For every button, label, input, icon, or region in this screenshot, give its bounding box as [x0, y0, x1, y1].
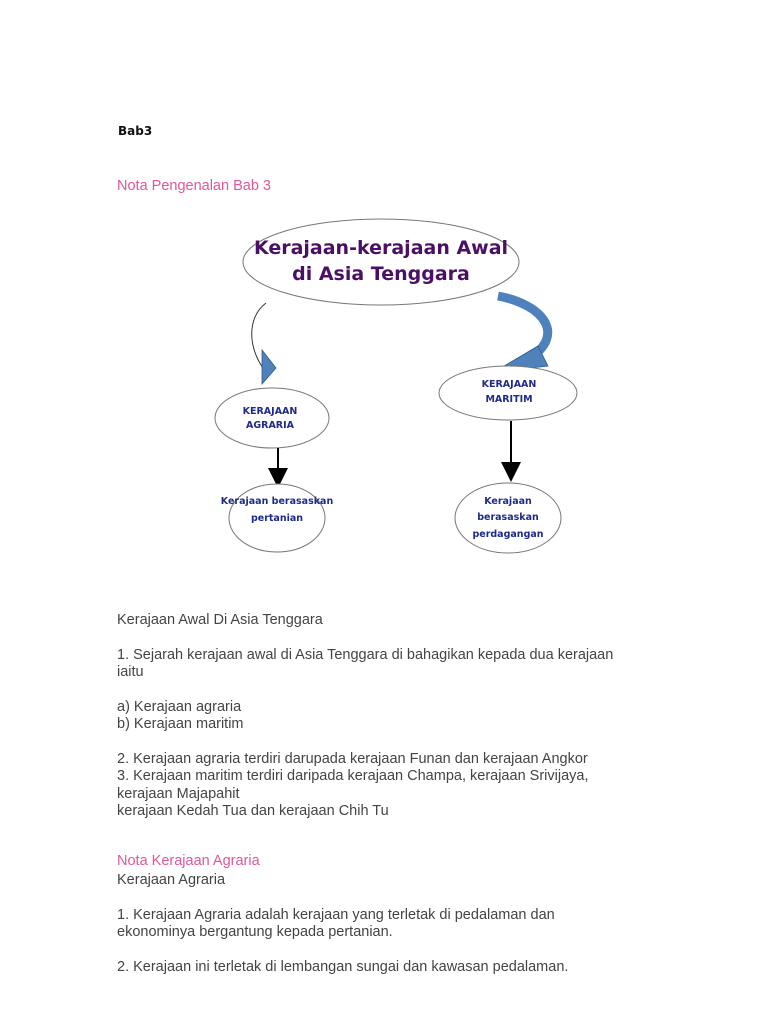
body-line: ekonominya bergantung kepada pertanian.: [117, 924, 393, 940]
body-line: a) Kerajaan agraria: [117, 698, 242, 715]
header-label: Bab3: [118, 124, 153, 138]
maritim-label-line2: MARITIM: [485, 394, 533, 405]
diagram-title-line1: Kerajaan-kerajaan Awal: [253, 237, 509, 259]
body-line: kerajaan Majapahit: [117, 785, 240, 802]
body-line: b) Kerajaan maritim: [117, 716, 244, 732]
maritim-ellipse: [439, 366, 577, 420]
pertanian-label-line1: Kerajaan berasaskan: [220, 496, 334, 507]
body-line: 1. Kerajaan Agraria adalah kerajaan yang terletak di pedalaman dan: [117, 906, 555, 923]
body-line: 1. Sejarah kerajaan awal di Asia Tenggara di bahagikan kepada dua kerajaan: [117, 646, 614, 663]
curved-arrow-left-head: [262, 350, 276, 384]
body-line: Kerajaan Agraria: [117, 872, 226, 888]
agraria-text-block: [117, 872, 677, 976]
body-line: 2. Kerajaan ini terletak di lembangan sungai dan kawasan pedalaman.: [117, 958, 569, 975]
curved-arrow-right: [498, 296, 548, 358]
perdagangan-label-line3: perdagangan: [472, 529, 544, 540]
agraria-ellipse: [215, 388, 329, 448]
body-line: 2. Kerajaan agraria terdiri darupada kerajaan Funan dan kerajaan Angkor: [117, 750, 588, 767]
intro-text-block: [117, 612, 677, 821]
pertanian-label-line2: pertanian: [250, 513, 304, 524]
agraria-label-line1: KERAJAAN: [242, 406, 298, 417]
agraria-label-line2: AGRARIA: [245, 420, 295, 431]
section-heading-pengenalan: Nota Pengenalan Bab 3: [117, 178, 271, 194]
body-line: iaitu: [117, 664, 144, 680]
body-line: 3. Kerajaan maritim terdiri daripada kerajaan Champa, kerajaan Srivijaya,: [117, 768, 589, 784]
maritim-label-line1: KERAJAAN: [481, 379, 537, 390]
perdagangan-label-line1: Kerajaan: [484, 496, 532, 507]
title-ellipse: [243, 219, 519, 305]
body-line: Kerajaan Awal Di Asia Tenggara: [117, 612, 323, 628]
diagram-title-line2: di Asia Tenggara: [292, 263, 470, 285]
section-heading-agraria: Nota Kerajaan Agraria: [117, 853, 260, 869]
perdagangan-label-line2: berasaskan: [477, 512, 539, 523]
body-line: kerajaan Kedah Tua dan kerajaan Chih Tu: [117, 803, 389, 819]
